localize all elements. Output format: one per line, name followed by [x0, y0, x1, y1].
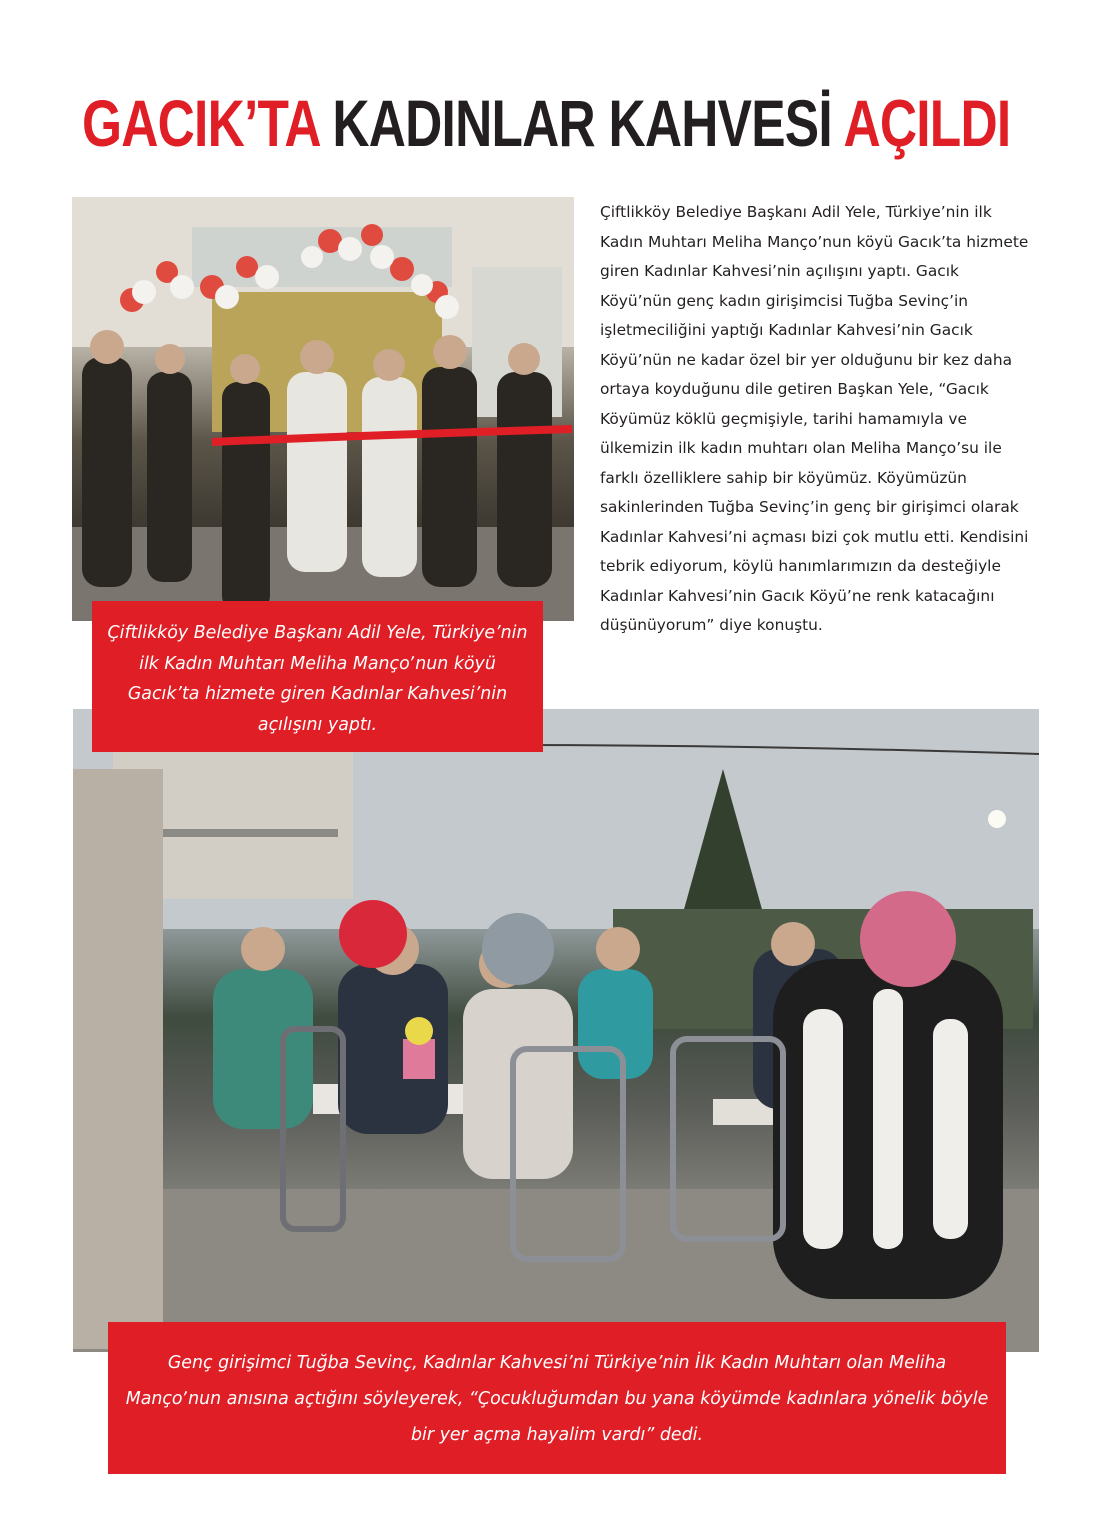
headline-part-acildi: AÇILDI	[843, 86, 1011, 160]
headline-part-kadinlar-kahvesi: KADINLAR KAHVESİ	[318, 86, 844, 160]
top-photo-caption: Çiftlikköy Belediye Başkanı Adil Yele, Türkiye’nin ilk Kadın Muhtarı Meliha Mançoʼnun köyü Gacık’ta hizmete giren Kadınlar Kahvesi’nin açılışını yaptı.	[92, 601, 543, 752]
bottom-photo-caption: Genç girişimci Tuğba Sevinç, Kadınlar Kahvesi’ni Türkiye’nin İlk Kadın Muhtarı olan Meliha Mançoʼnun anısına açtığını söyleyerek, “Çocukluğumdan bu yana köyümde kadınlara yönelik böyle bir yer açma hayalim vardı” dedi.	[108, 1322, 1006, 1474]
ribbon-cutting-illustration	[72, 197, 574, 621]
ribbon-cutting-photo	[72, 197, 574, 621]
article-body: Çiftlikköy Belediye Başkanı Adil Yele, Türkiye’nin ilk Kadın Muhtarı Meliha Mançoʼnun köyü Gacık’ta hizmete giren Kadınlar Kahvesi’nin açılışını yaptı. Gacık Köyü’nün genç kadın girişimcisi Tuğba Sevinç’in işletmeciliğini yaptığı Kadınlar Kahvesi’nin Gacık Köyü’nün ne kadar özel bir yer olduğunu bir kez daha ortaya koyduğunu dile getiren Başkan Yele, “Gacık Köyümüz köklü geçmişiyle, tarihi hamamıyla ve ülkemizin ilk kadın muhtarı olan Meliha Mançoʼsu ile farklı özelliklere sahip bir köyümüz. Köyümüzün sakinlerinden Tuğba Sevinç’in genç bir girişimci olarak Kadınlar Kahvesi’ni açması bizi çok mutlu etti. Kendisini tebrik ediyorum, köylü hanımlarımızın da desteğiyle Kadınlar Kahvesi’nin Gacık Köyü’ne renk katacağını düşünüyorum” diye konuştu.	[600, 203, 1029, 634]
headline-part-gacikta: GACIK’TA	[82, 86, 319, 160]
page-headline	[82, 78, 1011, 168]
cafe-gathering-photo	[73, 709, 1039, 1352]
cafe-gathering-illustration	[73, 709, 1039, 1352]
